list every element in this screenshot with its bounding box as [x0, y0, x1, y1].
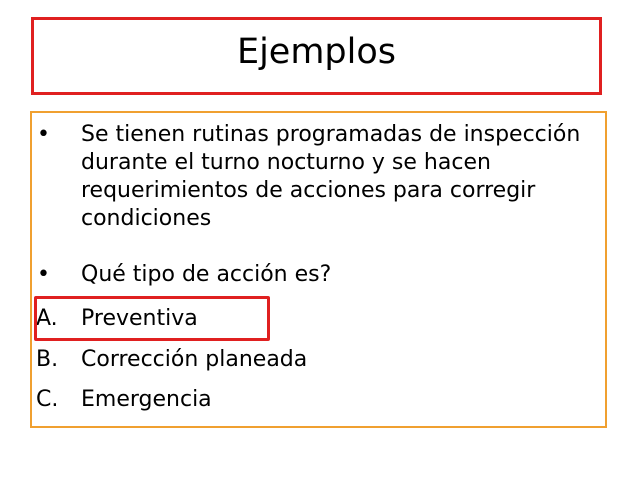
option-text: Corrección planeada — [81, 347, 308, 372]
option-marker: A. — [36, 306, 58, 331]
slide-title: Ejemplos — [236, 31, 397, 72]
option-marker: B. — [36, 347, 59, 372]
list-item-text: Qué tipo de acción es? — [81, 262, 332, 287]
list-item-text: Se tienen rutinas programadas de inspección durante el turno nocturno y se hacen requerimientos de acciones para corregir condiciones — [81, 122, 581, 231]
bullet-marker: • — [37, 122, 50, 147]
bullet-marker: • — [37, 262, 50, 287]
option-marker: C. — [36, 387, 59, 412]
content-box — [30, 111, 607, 428]
answer-highlight-box — [34, 296, 270, 341]
title-box — [31, 17, 602, 95]
option-text: Preventiva — [81, 306, 198, 331]
option-text: Emergencia — [81, 387, 212, 412]
